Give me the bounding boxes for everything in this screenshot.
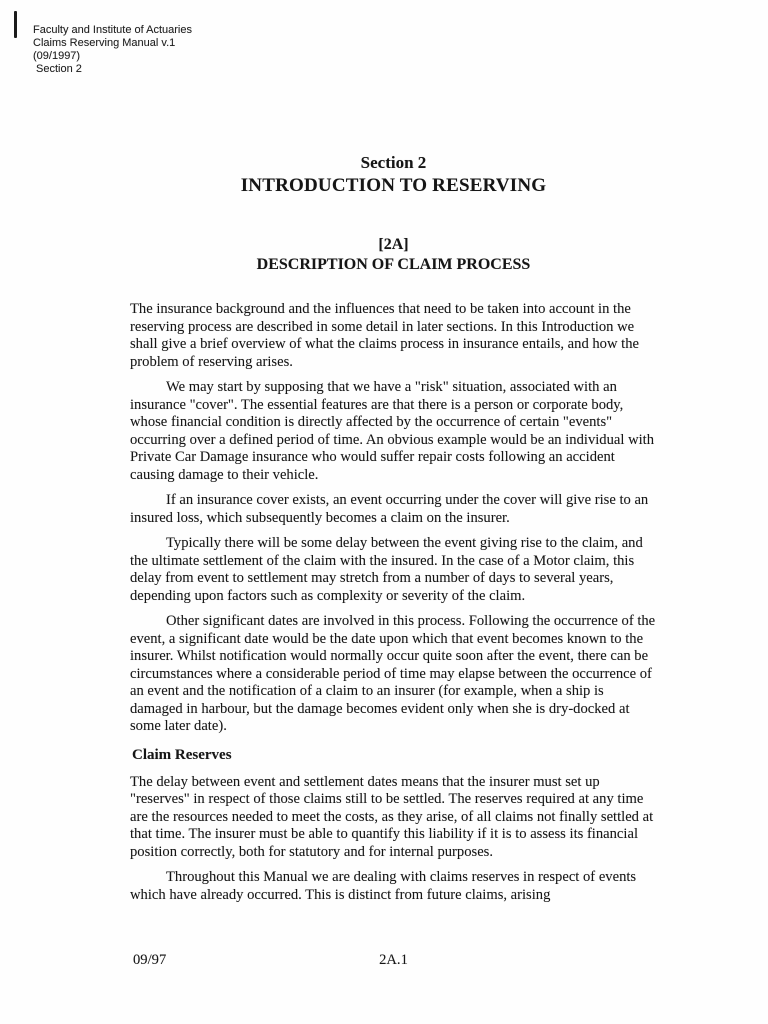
footer-issue-date: 09/97 [133,952,167,968]
scan-artifact-mark [14,11,17,38]
claim-reserves-heading: Claim Reserves [132,746,232,763]
section-title [130,152,657,198]
corner-header-line-1: Faculty and Institute of Actuaries [33,24,192,36]
subsection-title-reference: [2A] [378,236,409,253]
corner-header-line-4: Section 2 [36,63,82,75]
subsection-title-text: DESCRIPTION OF CLAIM PROCESS [256,256,531,273]
body-text [130,301,657,912]
paragraph: If an insurance cover exists, an event occurring under the cover will give rise to an insured loss, which subsequently becomes a claim on the insurer. [130,492,649,526]
section-title-number: Section 2 [360,153,427,172]
section-title-text: INTRODUCTION TO RESERVING [240,175,547,196]
paragraph: We may start by supposing that we have a "risk" situation, associated with an insurance "cover". The essential features are that there is a person or corporate body, whose financial condition is directly affected by the occurrence of certain "events" occurring over a defined period of time. An obvious example would be an individual with Private Car Damage insurance who would suffer repair costs following an accident causing damage to their vehicle. [130,379,655,483]
subsection-title [130,235,657,275]
corner-header [33,24,192,76]
paragraph: The insurance background and the influences that need to be taken into account in the reserving process are described in some detail in later sections. In this Introduction we shall give a brief overview of what the claims process in insurance entails, and how the problem of reserving arises. [130,301,639,370]
corner-header-line-2: Claims Reserving Manual v.1 [33,37,176,49]
footer-page-number: 2A.1 [379,952,408,968]
paragraph: Other significant dates are involved in this process. Following the occurrence of the event, a significant date would be the date upon which that event becomes known to the insurer. Whilst notification would normally occur quite soon after the event, there can be circumstances where a considerable period of time may elapse between the occurrence of an event and the notification of a claim to an insurer (for example, when a ship is damaged in harbour, but the damage becomes evident only when she is dry-docked at some later date). [130,613,656,734]
paragraph: Typically there will be some delay between the event giving rise to the claim, and the ultimate settlement of the claim with the insured. In the case of a Motor claim, this delay from event to settlement may stretch from a number of days to several years, depending upon factors such as complexity or severity of the claim. [130,535,643,604]
page-footer [130,952,657,970]
paragraph: The delay between event and settlement dates means that the insurer must set up "reserves" in respect of those claims still to be settled. The reserves required at any time are the resources needed to meet the costs, as they arise, of all claims not finally settled at that time. The insurer must be able to quantify this liability if it is to assess its financial position correctly, both for statutory and for internal purposes. [130,773,654,860]
corner-header-line-3: (09/1997) [33,50,81,62]
paragraph: Throughout this Manual we are dealing with claims reserves in respect of events which have already occurred. This is distinct from future claims, arising [130,869,637,903]
